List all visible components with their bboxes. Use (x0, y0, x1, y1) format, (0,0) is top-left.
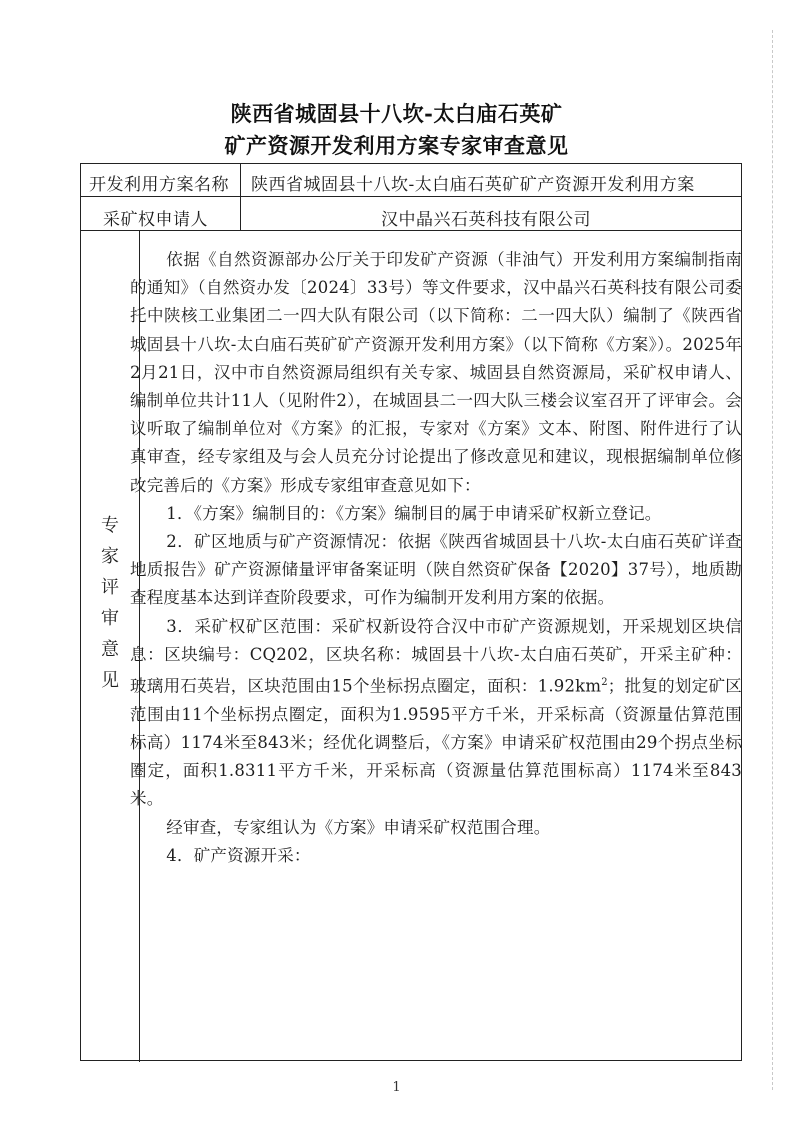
applicant-value: 汉中晶兴石英科技有限公司 (381, 210, 591, 230)
scope-superscript: 2 (601, 677, 608, 689)
table-column-divider (240, 164, 241, 230)
opinion-body (130, 246, 742, 870)
document-title-line2: 矿产资源开发利用方案专家审查意见 (224, 133, 569, 158)
opinion-paragraph-intro: 依据《自然资源部办公厅关于印发矿产资源（非油气）开发利用方案编制指南的通知》（自然资办发〔2024〕33号）等文件要求，汉中晶兴石英科技有限公司委托中陕核工业集团二一四大队有限公司（以下简称：二一四大队）编制了《陕西省城固县十八坎-太白庙石英矿矿产资源开发利用方案》（以下简称《方案》）。2025年2月21日，汉中市自然资源局组织有关专家、城固县自然资源局，采矿权申请人、编制单位共计11人（见附件2），在城固县二一四大队三楼会议室召开了评审会。会议听取了编制单位对《方案》的汇报，专家对《方案》文本、附图、附件进行了认真审查，经专家组及与会人员充分讨论提出了修改意见和建议，现根据编制单位修改完善后的《方案》形成专家组审查意见如下： (130, 250, 742, 495)
plan-name-label: 开发利用方案名称 (89, 175, 229, 195)
opinion-paragraph-scope (130, 613, 742, 814)
table-row-divider (81, 196, 741, 197)
opinion-paragraph-geology: 2．矿区地质与矿产资源情况：依据《陕西省城固县十八坎-太白庙石英矿详查地质报告》矿产资源储量评审备案证明（陕自然资矿保备【2020】37号），地质勘查程度基本达到详查阶段要求，可作为编制开发利用方案的依据。 (130, 532, 742, 608)
page-number: 1 (392, 1080, 401, 1095)
scope-text-a: 3．采矿权矿区范围：采矿权新设符合汉中市矿产资源规划，开采规划区块信息：区块编号：CQ202，区块名称：城固县十八坎-太白庙石英矿，开采主矿种：玻璃用石英岩，区块范围由15个坐标拐点圈定，面积：1.92km (130, 616, 742, 696)
opinion-paragraph-conclusion: 经审查，专家组认为《方案》申请采矿权范围合理。 (166, 817, 551, 837)
scan-edge-line (772, 30, 773, 1090)
table-row-divider (81, 230, 741, 231)
opinion-paragraph-mining: 4．矿产资源开采： (166, 845, 311, 865)
expert-opinion-label: 专家评审意见 (101, 515, 119, 691)
scope-text-b: ；批复的划定矿区范围由11个坐标拐点圈定，面积为1.9595平方千米，开采标高（资源量估算范围标高）1174米至843米；经优化调整后，《方案》申请采矿权范围由29个拐点坐标圈定，面积1.8311平方千米，开采标高（资源量估算范围标高）1174米至843米。 (130, 676, 743, 809)
document-title-line1: 陕西省城固县十八坎-太白庙石英矿 (230, 101, 563, 126)
applicant-label: 采矿权申请人 (103, 210, 208, 230)
opinion-paragraph-purpose: 1．《方案》编制目的：《方案》编制目的属于申请采矿权新立登记。 (166, 503, 662, 523)
plan-name-value: 陕西省城固县十八坎-太白庙石英矿矿产资源开发利用方案 (251, 175, 695, 195)
